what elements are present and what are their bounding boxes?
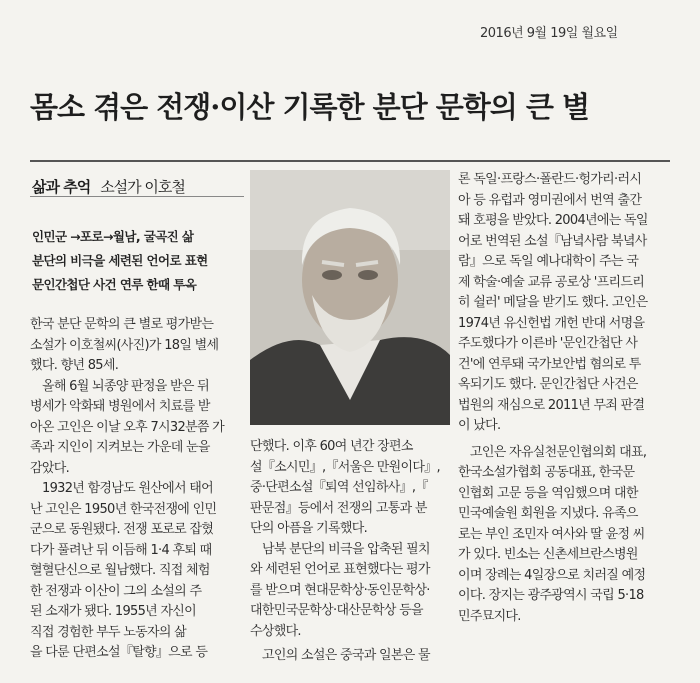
body-line: 가 있다. 빈소는 신촌세브란스병원 xyxy=(458,547,638,562)
kicker-rule xyxy=(30,196,244,197)
body-line: 군으로 동원됐다. 전쟁 포로로 잡혔 xyxy=(30,522,214,537)
headline: 몸소 겪은 전쟁·이산 기록한 분단 문학의 큰 별 xyxy=(30,90,590,124)
body-line: 주도했다가 이른바 '문인간첩단 사 xyxy=(458,336,638,351)
body-line: 이며 장례는 4일장으로 치러질 예정 xyxy=(458,567,646,583)
body-line: 올해 6월 뇌종양 판정을 받은 뒤 xyxy=(42,378,210,394)
deck-line: 문인간첩단 사건 연루 한때 투옥 xyxy=(32,277,197,292)
body-line: 단의 아픔을 기록했다. xyxy=(250,521,368,536)
body-line: 고인은 자유실천문인협의회 대표, xyxy=(470,444,647,460)
column-2 xyxy=(250,437,445,667)
body-line: 인협회 고문 등을 역임했으며 대한 xyxy=(458,485,638,501)
body-line: 남북 분단의 비극을 압축된 필치 xyxy=(262,541,430,557)
body-line: 감았다. xyxy=(30,460,70,476)
kicker-subject: 소설가 이호철 xyxy=(100,178,185,196)
body-line: 제 학술·예술 교류 공로상 '프리드리 xyxy=(458,274,645,290)
body-line: 와 세련된 언어로 표현했다는 평가 xyxy=(250,562,430,577)
body-line: 론 독일·프랑스·폴란드·헝가리·러시 xyxy=(458,172,642,187)
body-line: 한 전쟁과 이산이 그의 소설의 주 xyxy=(30,583,202,599)
deck-line: 인민군 →포로→월남, 굴곡진 삶 xyxy=(32,229,194,244)
body-line: 람』으로 독일 예나대학이 주는 국 xyxy=(458,254,639,269)
body-line: 옥되기도 했다. 문인간첩단 사건은 xyxy=(458,377,638,392)
body-line: 1974년 유신헌법 개헌 반대 서명을 xyxy=(458,315,645,331)
body-line: 히 쉴러' 메달을 받기도 했다. 고인은 xyxy=(458,295,648,310)
column-1-upper xyxy=(30,315,242,664)
body-line: 대한민국문학상·대산문학상 등을 xyxy=(250,603,423,618)
body-line: 아온 고인은 이날 오후 7시32분쯤 가 xyxy=(30,419,225,435)
body-line: 돼 호평을 받았다. 2004년에는 독일 xyxy=(458,213,648,228)
body-line: 직접 경험한 부두 노동자의 삶 xyxy=(30,624,187,640)
headline-rule xyxy=(30,160,670,162)
body-line: 병세가 악화돼 병원에서 치료를 받 xyxy=(30,399,210,414)
body-line: 1932년 함경남도 원산에서 태어 xyxy=(42,481,214,496)
body-line: 민국예술원 회원을 지냈다. 유족으 xyxy=(458,506,638,521)
body-line: 을 다룬 단편소설『탈향』으로 등 xyxy=(30,645,208,660)
body-line: 난 고인은 1950년 한국전쟁에 인민 xyxy=(30,501,217,517)
body-line: 민주묘지다. xyxy=(458,608,521,624)
body-line: 다가 풀려난 뒤 이듬해 1·4 후퇴 때 xyxy=(30,542,212,558)
body-line: 설『소시민』,『서울은 만원이다』, xyxy=(250,459,440,475)
body-line: 수상했다. xyxy=(250,623,301,639)
body-line: 혈혈단신으로 월남했다. 직접 체험 xyxy=(30,563,210,578)
publication-date: 2016년 9월 19일 월요일 xyxy=(480,26,618,41)
body-line: 어로 번역된 소설『남녘사람 북녘사 xyxy=(458,233,647,249)
body-line: 법원의 재심으로 2011년 무죄 판결 xyxy=(458,397,645,413)
body-line: 건'에 연루돼 국가보안법 혐의로 투 xyxy=(458,356,641,372)
body-line: 로는 부인 조민자 여사와 딸 윤정 씨 xyxy=(458,526,645,542)
portrait-photo xyxy=(250,170,450,425)
body-line: 족과 지인이 지켜보는 가운데 눈을 xyxy=(30,440,210,455)
body-line: 단했다. 이후 60여 년간 장편소 xyxy=(250,439,413,454)
body-line: 고인의 소설은 중국과 일본은 물 xyxy=(262,648,430,663)
body-line: 한국소설가협회 공동대표, 한국문 xyxy=(458,465,635,480)
portrait-image xyxy=(250,170,450,425)
body-line: 아 등 유럽과 영미권에서 번역 출간 xyxy=(458,192,642,208)
body-line: 이다. 장지는 광주광역시 국립 5·18 xyxy=(458,588,644,603)
body-line: 판문점』등에서 전쟁의 고통과 분 xyxy=(250,500,427,516)
kicker xyxy=(32,176,185,197)
column-3 xyxy=(458,170,688,627)
body-line: 했다. 향년 85세. xyxy=(30,358,119,373)
body-line: 중·단편소설『퇴역 선임하사』,『 xyxy=(250,480,428,495)
kicker-section: 삶과 추억 xyxy=(32,178,91,196)
body-line: 된 소재가 됐다. 1955년 자신이 xyxy=(30,604,197,619)
deck xyxy=(32,225,244,297)
deck-line: 분단의 비극을 세련된 언어로 표현 xyxy=(32,253,208,268)
body-line: 를 받으며 현대문학상·동인문학상· xyxy=(250,582,430,598)
body-line: 한국 분단 문학의 큰 별로 평가받는 xyxy=(30,317,214,332)
body-line: 이 났다. xyxy=(458,418,501,433)
body-line: 소설가 이호철씨(사진)가 18일 별세 xyxy=(30,337,219,353)
